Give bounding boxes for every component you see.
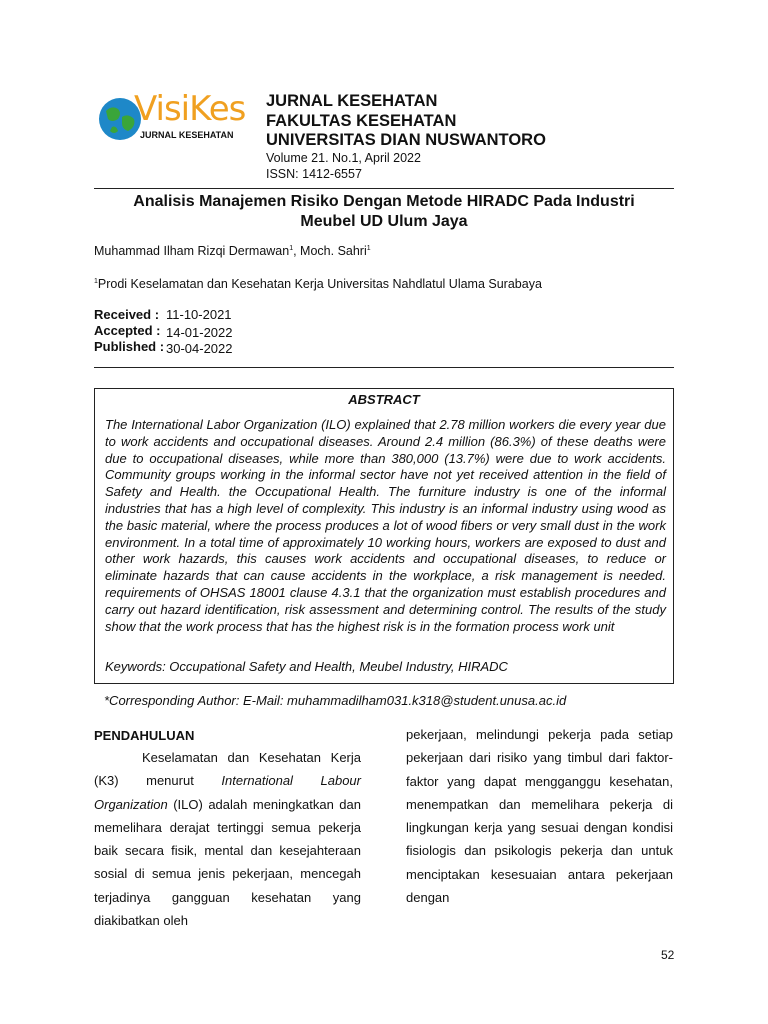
journal-name: JURNAL KESEHATAN (266, 92, 438, 110)
accepted-label: Accepted : (94, 323, 161, 338)
university-name: UNIVERSITAS DIAN NUSWANTORO (266, 131, 546, 149)
header-divider (94, 188, 674, 189)
body-text-left-b: (ILO) adalah meningkatkan dan memelihara derajat tertinggi semua pekerja baik secara fisik, mental dan kesejahteraan sosial di semua jenis pekerjaan, mencegah terjadinya gangguan kesehatan yang diakibatkan oleh (94, 796, 361, 929)
body-text-left-a: Keselamatan dan Kesehatan Kerja (K3) menurut (94, 750, 361, 789)
abstract-keywords: Keywords: Occupational Safety and Health, Meubel Industry, HIRADC (105, 659, 508, 674)
author-1-affil-mark: 1 (289, 244, 294, 252)
section-heading: PENDAHULUAN (94, 728, 195, 743)
page-number: 52 (661, 948, 675, 962)
author-1: Muhammad Ilham Rizqi Dermawan (94, 244, 290, 258)
body-column-right: pekerjaan, melindungi pekerja pada setiap pekerjaan dari risiko yang timbul dari faktor-faktor yang dapat mengganggu kesehatan, menempatkan dan memelihara pekerja di lingkungan kerja yang sesuai dengan kondisi fisiologis dan psikologis pekerja dan untuk menciptakan kesesuaian antara pekerjaan dengan (406, 727, 673, 906)
article-title-line-2: Meubel UD Ulum Jaya (300, 213, 468, 230)
logo-subtitle: JURNAL KESEHATAN (140, 130, 234, 140)
abstract-heading: ABSTRACT (348, 392, 420, 407)
affiliation (94, 277, 542, 291)
article-title-line-1: Analisis Manajemen Risiko Dengan Metode HIRADC Pada Industri (133, 193, 635, 210)
volume-info: Volume 21. No.1, April 2022 (266, 151, 421, 165)
published-label: Published : (94, 339, 165, 354)
article-title (94, 192, 674, 232)
abstract-box (94, 388, 674, 684)
faculty-name: FAKULTAS KESEHATAN (266, 112, 457, 130)
affiliation-mark: 1 (94, 277, 98, 285)
accepted-date: 14-01-2022 (166, 325, 233, 340)
body-column-left (94, 746, 361, 932)
affiliation-text: Prodi Keselamatan dan Kesehatan Kerja Universitas Nahdlatul Ulama Surabaya (97, 277, 542, 291)
abstract-text: The International Labor Organization (ILO) explained that 2.78 million workers die every year due to work accidents and occupational diseases. Around 2.4 million (86.3%) of these deaths were due to occupational diseases, while more than 380,000 (13.7%) were due to work accidents. Community groups working in the informal sector have not yet received attention in the field of Safety and Health. the Occupational Health. The furniture industry is one of the informal industries that has a high level of complexity. This industry is an informal industry using wood as the basic material, where the process produces a lot of wood fibers or very small dust in the work environment. In a total time of approximately 10 working hours, workers are exposed to dust and other work hazards, this causes work accidents and occupational diseases, to reduce or eliminate hazards that can cause accidents in the workplace, a risk management is needed. requirements of OHSAS 18001 clause 4.3.1 that the organization must establish procedures and carry out hazard identification, risk assessment and determining control. The results of the study show that the work process that has the highest risk is in the formation process work unit (105, 417, 666, 634)
author-2: , Moch. Sahri (293, 244, 367, 258)
body-text-left-emphasis: International Labour Organization (94, 773, 361, 812)
published-date: 30-04-2022 (166, 341, 233, 356)
dates-divider (94, 367, 674, 368)
received-date: 11-10-2021 (166, 307, 232, 322)
corresponding-author: *Corresponding Author: E-Mail: muhammadilham031.k318@student.unusa.ac.id (104, 693, 567, 708)
received-label: Received : (94, 307, 160, 322)
journal-logo (98, 89, 258, 145)
author-2-affil-mark: 1 (366, 244, 371, 252)
issn-info: ISSN: 1412-6557 (266, 167, 362, 181)
author-list (94, 244, 371, 258)
logo-wordmark: VisiKes (134, 89, 246, 129)
